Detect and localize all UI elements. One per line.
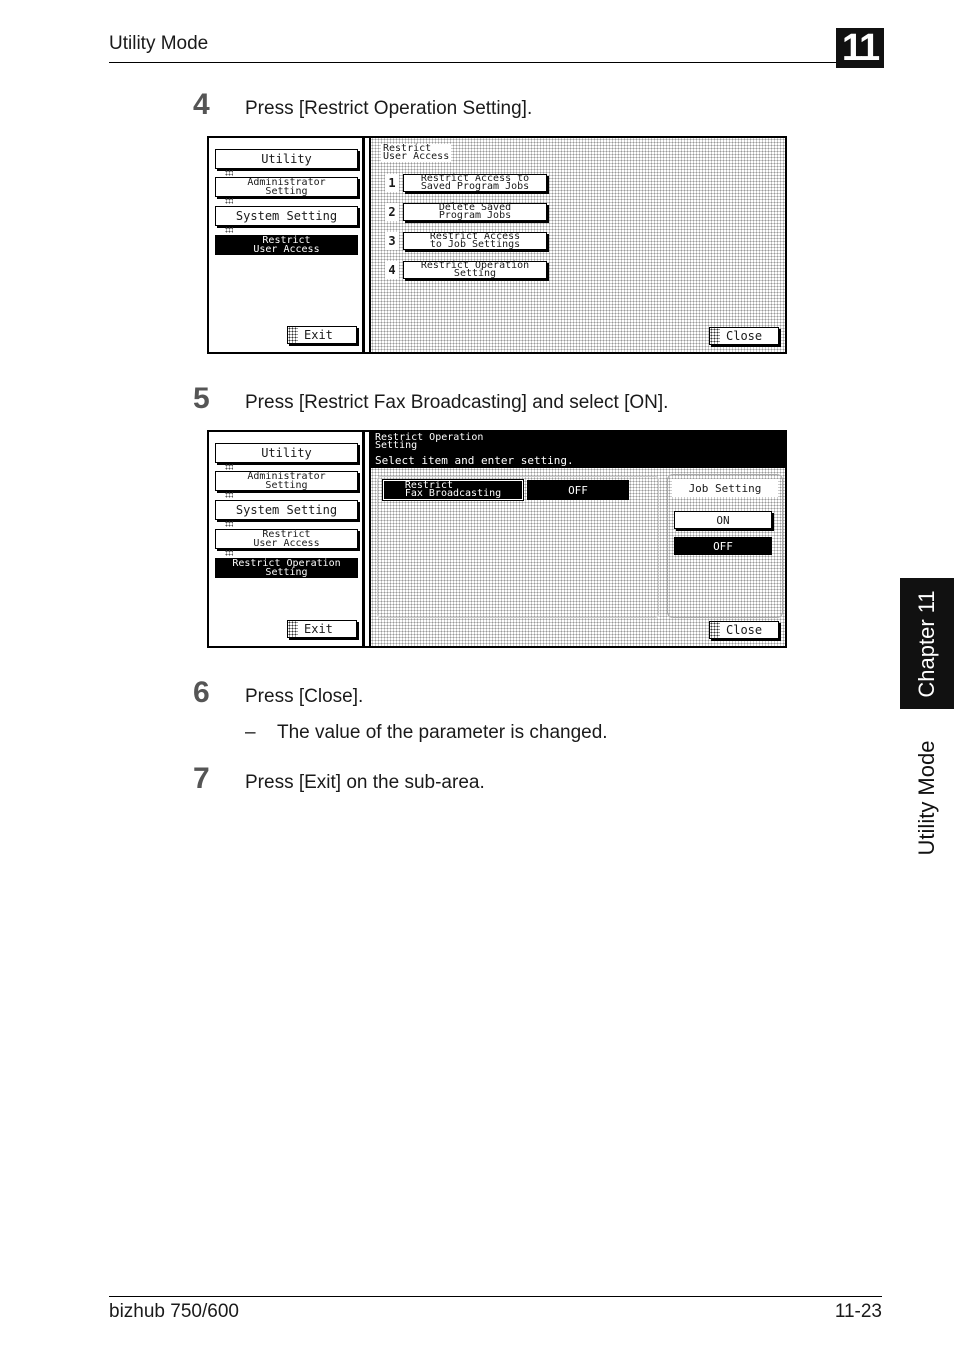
close-button[interactable]: Close [709,327,779,345]
screen-title: Restrict User Access [383,143,450,162]
step-text: Press [Close]. [245,686,364,707]
nav-system-setting-button[interactable]: System Setting [215,500,358,520]
on-button[interactable]: ON [674,511,772,529]
nav-restrict-operation-setting-button[interactable]: Restrict Operation Setting [215,558,358,578]
footer-page-number: 11-23 [834,1301,882,1322]
option-number: 2 [385,203,399,221]
restrict-fax-broadcasting-value: OFF [527,480,629,500]
job-setting-panel [667,474,783,618]
option-number: 4 [385,261,399,279]
chapter-number-badge: 11 [836,28,884,68]
nav-system-setting-button[interactable]: System Setting [215,206,358,226]
exit-button[interactable]: Exit [287,326,357,344]
grip-icon [288,621,298,637]
off-button[interactable]: OFF [674,537,772,555]
step-text: Press [Exit] on the sub-area. [245,772,485,793]
nav-administrator-setting-button[interactable]: Administrator Setting [215,177,358,197]
nav-utility-button[interactable]: Utility [215,149,358,169]
step-text: Press [Restrict Fax Broadcasting] and select [ON]. [245,392,669,413]
step-number: 4 [193,88,210,121]
note-text: The value of the parameter is changed. [277,722,608,743]
close-button[interactable]: Close [709,621,779,639]
title-bar [371,432,785,468]
step-number: 5 [193,382,210,415]
header-rule [109,62,882,63]
delete-saved-jobs-button[interactable]: Delete Saved Program Jobs [403,203,547,221]
grip-icon [710,328,720,344]
screenshot-restrict-operation-setting [207,430,787,648]
step-number: 7 [193,762,210,795]
nav-administrator-setting-button[interactable]: Administrator Setting [215,471,358,491]
nav-utility-button[interactable]: Utility [215,443,358,463]
option-number: 1 [385,174,399,192]
job-setting-label: Job Setting [672,479,778,497]
sub-area [209,432,365,646]
restrict-operation-setting-button[interactable]: Restrict Operation Setting [403,261,547,279]
restrict-fax-broadcasting-button[interactable]: Restrict Fax Broadcasting [383,480,523,500]
step-text: Press [Restrict Operation Setting]. [245,98,533,119]
grip-icon [710,622,720,638]
section-side-label: Utility Mode [914,740,939,856]
step-number: 6 [193,676,210,709]
screen-title: Restrict Operation Setting [375,432,484,451]
instruction-text: Select item and enter setting. [375,454,574,467]
option-number: 3 [385,232,399,250]
running-header-title: Utility Mode [109,33,209,54]
sub-area [209,138,365,352]
exit-button[interactable]: Exit [287,620,357,638]
main-area [369,432,785,646]
footer-model: bizhub 750/600 [109,1301,239,1322]
nav-restrict-user-access-button[interactable]: Restrict User Access [215,529,358,549]
footer-rule [109,1296,882,1297]
grip-icon [288,327,298,343]
nav-restrict-user-access-button[interactable]: Restrict User Access [215,235,358,255]
restrict-access-saved-jobs-button[interactable]: Restrict Access to Saved Program Jobs [403,174,547,192]
restrict-access-job-settings-button[interactable]: Restrict Access to Job Settings [403,232,547,250]
note-dash: – [245,722,256,743]
main-area [369,138,785,352]
screenshot-restrict-user-access [207,136,787,354]
chapter-side-tab: Chapter 11 [900,578,954,709]
